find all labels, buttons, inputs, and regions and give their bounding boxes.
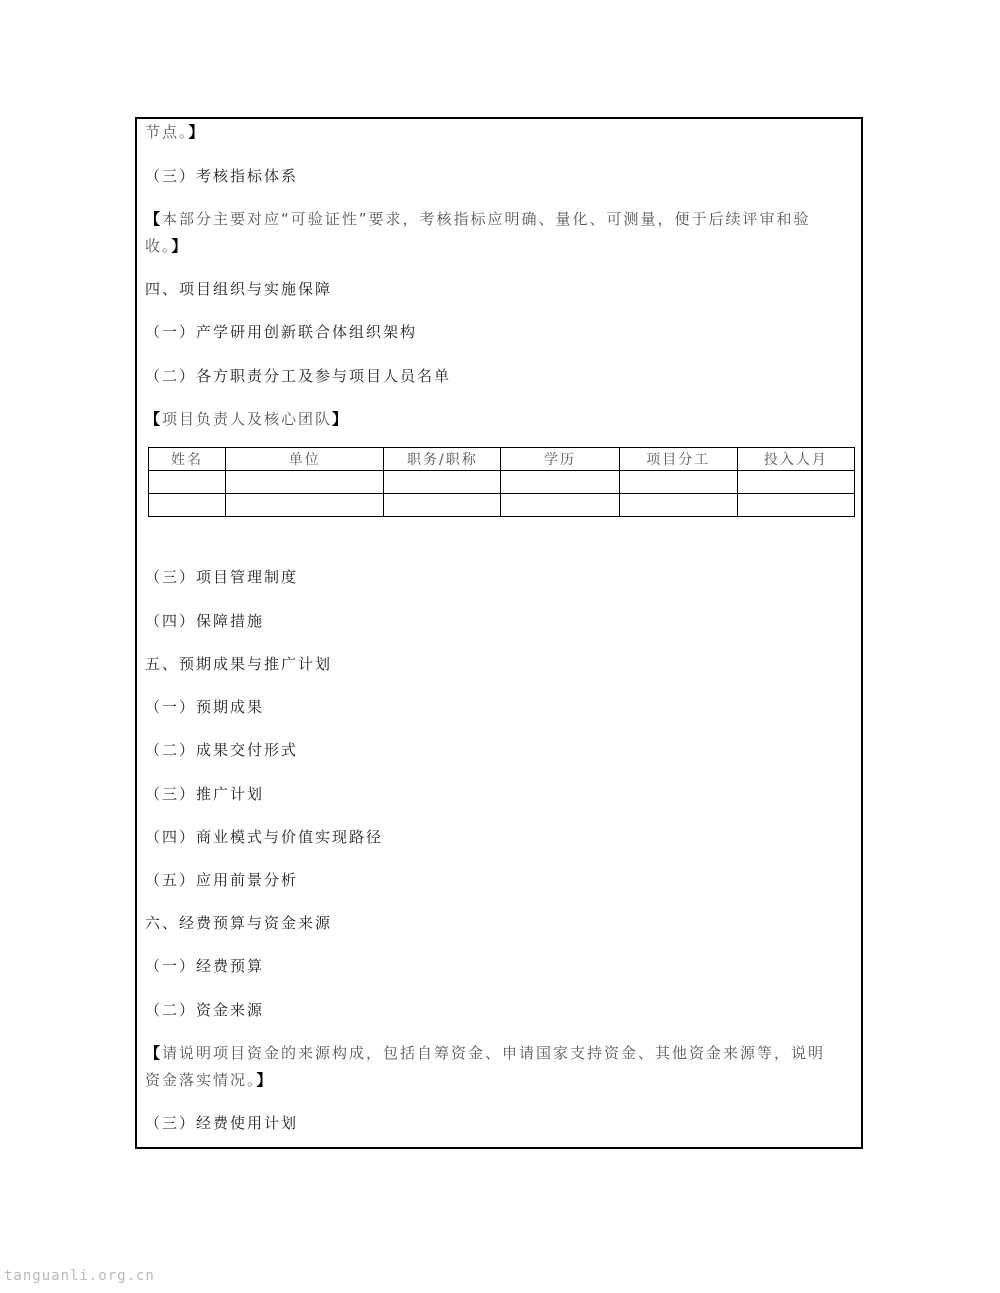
open-bracket: 【 — [145, 1044, 163, 1062]
section-heading: 四、项目组织与实施保障 — [145, 280, 333, 298]
close-bracket: 】 — [256, 1071, 274, 1089]
header-title: 职务/职称 — [384, 448, 501, 471]
table-cell[interactable] — [384, 471, 501, 494]
header-role: 项目分工 — [619, 448, 737, 471]
subsection-heading: （三）经费使用计划 — [145, 1114, 299, 1132]
table-header-row — [149, 448, 855, 471]
open-bracket: 【 — [145, 410, 163, 428]
subsection-heading: （一）经费预算 — [145, 957, 265, 975]
subsection-heading: （二）资金来源 — [145, 1001, 265, 1019]
section-heading: 六、经费预算与资金来源 — [145, 914, 333, 932]
section-heading: 五、预期成果与推广计划 — [145, 655, 333, 673]
table-cell[interactable] — [501, 471, 619, 494]
table-cell[interactable] — [384, 494, 501, 517]
subsection-heading: （五）应用前景分析 — [145, 871, 299, 889]
table-cell[interactable] — [226, 494, 384, 517]
header-name: 姓名 — [149, 448, 226, 471]
note-text: 项目负责人及核心团队 — [162, 410, 333, 428]
text-line — [145, 1042, 825, 1063]
table-row — [149, 471, 855, 494]
header-unit: 单位 — [226, 448, 384, 471]
table-cell[interactable] — [501, 494, 619, 517]
subsection-heading: （二）成果交付形式 — [145, 741, 299, 759]
close-bracket: 】 — [332, 410, 350, 428]
header-person-months: 投入人月 — [737, 448, 854, 471]
close-bracket: 】 — [171, 237, 189, 255]
text-line — [145, 408, 349, 429]
header-education: 学历 — [501, 448, 619, 471]
close-bracket: 】 — [188, 123, 206, 141]
watermark: tanguanli.org.cn — [4, 1268, 155, 1284]
table-cell[interactable] — [619, 471, 737, 494]
table-cell[interactable] — [149, 471, 226, 494]
note-text: 节点。 — [145, 123, 189, 141]
subsection-heading: （四）保障措施 — [145, 612, 265, 630]
text-line — [145, 235, 189, 256]
subsection-heading: （三）项目管理制度 — [145, 568, 299, 586]
note-text: 请说明项目资金的来源构成，包括自筹资金、申请国家支持资金、其他资金来源等，说明 — [162, 1044, 826, 1062]
form-frame — [135, 117, 863, 1149]
subsection-heading: （二）各方职责分工及参与项目人员名单 — [145, 367, 452, 385]
table-cell[interactable] — [737, 494, 854, 517]
subsection-heading: （三）推广计划 — [145, 785, 265, 803]
table-cell[interactable] — [149, 494, 226, 517]
team-table — [148, 447, 855, 517]
subsection-heading: （一）产学研用创新联合体组织架构 — [145, 323, 418, 341]
note-text: 资金落实情况。 — [145, 1071, 257, 1089]
subsection-heading: （四）商业模式与价值实现路径 — [145, 828, 384, 846]
table-cell[interactable] — [226, 471, 384, 494]
text-line — [145, 1069, 274, 1090]
subsection-heading: （三）考核指标体系 — [145, 167, 299, 185]
table-cell[interactable] — [619, 494, 737, 517]
text-line — [145, 208, 811, 229]
subsection-heading: （一）预期成果 — [145, 698, 265, 716]
table-cell[interactable] — [737, 471, 854, 494]
note-text: 收。 — [145, 237, 172, 255]
text-line — [145, 121, 206, 142]
open-bracket: 【 — [145, 210, 163, 228]
table-row — [149, 494, 855, 517]
note-text: 本部分主要对应“可验证性”要求，考核指标应明确、量化、可测量，便于后续评审和验 — [162, 210, 811, 228]
